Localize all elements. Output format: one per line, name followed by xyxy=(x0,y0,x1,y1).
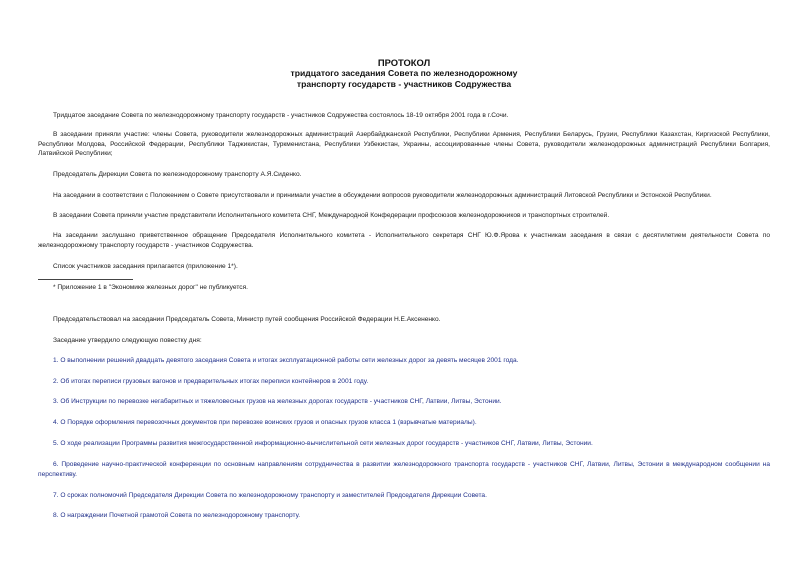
title-subtitle-line-2: транспорту государств - участников Содружества xyxy=(296,79,512,89)
agenda-item: 2. Об итогах переписи грузовых вагонов и предварительных итогах переписи контейнеров в 2001 году. xyxy=(53,378,369,385)
agenda-item: 4. О Порядке оформления перевозочных документов при перевозке воинских грузов и опасных грузов класса 1 (взрывчатые материалы). xyxy=(53,419,477,426)
agenda-item: 1. О выполнении решений двадцать девятого заседания Совета и итогах эксплуатационной работы сети железных дорог за девять месяцев 2001 года. xyxy=(53,357,519,364)
paragraph-agenda-intro: Заседание утвердило следующую повестку дня: xyxy=(53,337,202,344)
paragraph-session-date: Тридцатое заседание Совета по железнодорожному транспорту государств - участников Содружества состоялось 18-19 октября 2001 года в г.Сочи. xyxy=(53,112,509,119)
agenda-item: 8. О награждении Почетной грамотой Совета по железнодорожному транспорту. xyxy=(53,512,301,519)
paragraph-observers: На заседании в соответствии с Положением о Совете присутствовали и принимали участие в обсуждении вопросов руководители железнодорожных администраций Литовской Республики и Эстонской Республики. xyxy=(53,192,712,199)
title-protocol: ПРОТОКОЛ xyxy=(377,57,431,68)
paragraph-participants-list: Список участников заседания прилагается (приложение 1*). xyxy=(53,263,238,270)
paragraph-participants: В заседании приняли участие: члены Совета, руководители железнодорожных администраций Азербайджанской Республики, Республики Армения, Республики Беларусь, Грузии, Республики Казахстан, Киргизской Республики, Республики Молдова, Российской Федерации, Республики Таджикистан, Туркменистана, Республики Узбекистан, Украины, ассоциированные члены Совета, руководители железнодорожных администраций Республики Болгария, Латвийской Республики; xyxy=(38,131,770,157)
agenda-item: 3. Об Инструкции по перевозке негабаритных и тяжеловесных грузов на железных дорогах государств - участников СНГ, Латвии, Литвы, Эстонии. xyxy=(53,398,502,405)
footnote-divider xyxy=(38,279,133,280)
footnote: * Приложение 1 в "Экономике железных дорог" не публикуется. xyxy=(53,284,248,291)
paragraph-representatives: В заседании Совета приняли участие представители Исполнительного комитета СНГ, Международной Конфедерации профсоюзов железнодорожников и транспортных строителей. xyxy=(53,212,610,219)
paragraph-directorate-chair: Председатель Дирекции Совета по железнодорожному транспорту А.Я.Сиденко. xyxy=(53,171,302,178)
paragraph-greeting: На заседании заслушано приветственное обращение Председателя Исполнительного комитета - Исполнительного секретаря СНГ Ю.Ф.Ярова к участникам заседания в связи с десятилетием деятельности Совета по железнодорожному транспорту государств - участников Содружества. xyxy=(38,232,770,249)
agenda-item: 6. Проведение научно-практической конференции по основным направлениям сотрудничества в развитии железнодорожного транспорта государств - участников СНГ, Латвии, Литвы, Эстонии в международном сообщении на перспективу. xyxy=(38,461,770,478)
paragraph-chairman: Председательствовал на заседании Председатель Совета, Министр путей сообщения Российской Федерации Н.Е.Аксененко. xyxy=(53,316,441,323)
title-subtitle-line-1: тридцатого заседания Совета по железнодорожному xyxy=(290,68,518,78)
agenda-item: 7. О сроках полномочий Председателя Дирекции Совета по железнодорожному транспорту и заместителей Председателя Дирекции Совета. xyxy=(53,492,487,499)
agenda-item: 5. О ходе реализации Программы развития межгосударственной информационно-вычислительной сети железных дорог государств - участников СНГ, Латвии, Литвы, Эстонии. xyxy=(53,440,593,447)
document-title xyxy=(38,57,770,90)
